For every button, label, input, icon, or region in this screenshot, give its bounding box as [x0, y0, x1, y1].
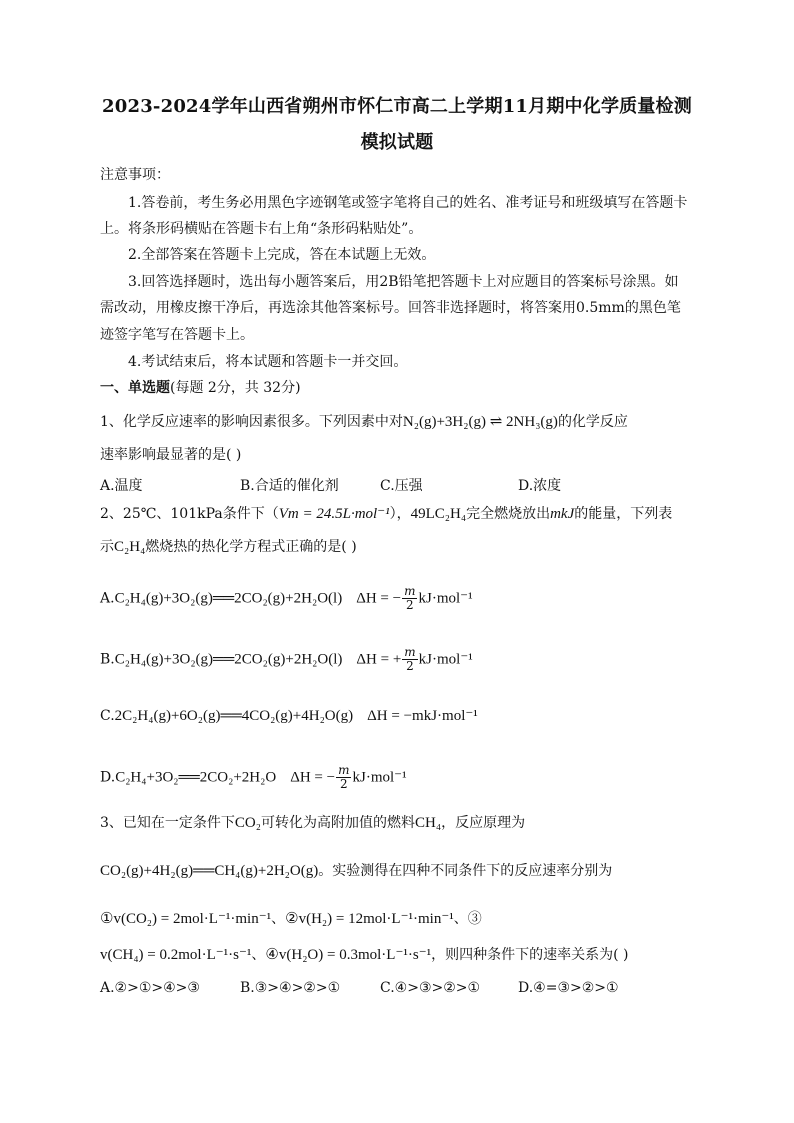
- q3-equation: CO₂(g)+4H₂(g)══CH₄(g)+2H₂O(g): [100, 863, 319, 879]
- section-heading: [100, 378, 301, 398]
- q2-option-d-equation: C₂H₄+3O₂══2CO₂+2H₂O: [115, 769, 277, 786]
- q2-text-b: ），: [389, 506, 411, 522]
- frac-den: 2: [406, 659, 414, 673]
- q2-option-c-equation: 2C₂H₄(g)+6O₂(g)══4CO₂(g)+4H₂O(g): [114, 708, 354, 724]
- q2-option-b-dh: ΔH = +: [356, 651, 402, 668]
- q3-option-a: A.②>①>④>③: [100, 980, 200, 996]
- frac-num: m: [338, 763, 350, 777]
- document-title-line1: 2023-2024学年山西省朔州市怀仁市高二上学期11月期中化学质量检测: [102, 96, 692, 117]
- section-title: 一、单选题: [100, 380, 170, 396]
- q3-stem-line2: [100, 861, 612, 881]
- q2-option-b-equation: C₂H₄(g)+3O₂(g)══2CO₂(g)+2H₂O(l): [114, 651, 343, 668]
- q1-option-a: A.温度: [100, 478, 143, 494]
- q2-option-a-label: A.: [100, 590, 115, 607]
- q2-text-d: 的能量，下列表: [574, 506, 673, 522]
- q1-option-c: C.压强: [380, 478, 423, 494]
- notice-item-3c: 迹签字笔写在答题卡上。: [100, 327, 254, 343]
- q2-option-d-label: D.: [100, 769, 116, 786]
- q2-stem-line1: [100, 504, 672, 524]
- q2-option-d: [100, 764, 407, 791]
- q1-equation: N₂(g)+3H₂(g) ⇌ 2NH₃(g): [402, 414, 558, 430]
- q2-option-d-dh: ΔH = −: [290, 769, 336, 786]
- q3-sep-3: 、: [251, 947, 266, 963]
- q3-option-d: D.④=③>②>①: [518, 980, 619, 996]
- q3-co2: CO₂: [234, 815, 261, 831]
- q2-text-a: 2、25℃、101kPa条件下（: [100, 506, 279, 522]
- q1-text-b: 的化学反应: [557, 414, 628, 430]
- frac-num: m: [404, 645, 416, 659]
- q2-option-d-fraction: [336, 764, 351, 791]
- q2-option-a-fraction: [402, 585, 417, 612]
- notice-item-3a: 3.回答选择题时，选出每小题答案后，用2B铅笔把答题卡上对应题目的答案标号涂黑。如: [128, 274, 679, 290]
- q2-option-b-fraction: [402, 646, 417, 673]
- q3-ch4: CH₄: [415, 815, 442, 831]
- q3-stem-line4: [100, 945, 629, 965]
- notice-item-1a: 1.答卷前，考生务必用黑色字迹钢笔或签字笔将自己的姓名、准考证号和班级填写在答题卡: [128, 195, 688, 211]
- q2-text-e: 示: [100, 539, 114, 555]
- frac-den: 2: [339, 777, 348, 791]
- notice-item-1b: 上。将条形码横贴在答题卡右上角“条形码粘贴处”。: [100, 221, 423, 237]
- q2-option-b: [100, 646, 473, 673]
- q1-stem-line1: [100, 412, 628, 432]
- q3-option-b: B.③>④>②>①: [240, 980, 341, 996]
- q2-text-c: 完全燃烧放出: [466, 506, 551, 522]
- q2-text-f: 燃烧热的热化学方程式正确的是( ): [145, 539, 357, 555]
- notice-heading: 注意事项：: [100, 167, 170, 183]
- q2-option-c-dh: ΔH = −mkJ·mol⁻¹: [367, 708, 478, 724]
- q2-option-a-equation: C₂H₄(g)+3O₂(g)══2CO₂(g)+2H₂O(l): [114, 590, 343, 607]
- q3-text-c: ，反应原理为: [441, 815, 526, 831]
- frac-num: m: [404, 584, 416, 598]
- q1-option-b: B.合适的催化剂: [240, 478, 339, 494]
- q2-option-b-unit: kJ·mol⁻¹: [418, 651, 473, 668]
- q2-option-a: [100, 585, 473, 612]
- notice-item-4: 4.考试结束后，将本试题和答题卡一并交回。: [128, 354, 408, 370]
- q2-amount: 49LC₂H₄: [410, 506, 467, 522]
- q2-option-d-unit: kJ·mol⁻¹: [352, 769, 407, 786]
- q1-option-d: D.浓度: [518, 478, 562, 494]
- q3-stem-line3: [100, 909, 482, 929]
- q2-option-a-dh: ΔH = −: [356, 590, 402, 607]
- q2-mkj: mkJ: [550, 506, 575, 522]
- frac-den: 2: [405, 598, 414, 612]
- q3-option-c: C.④>③>②>①: [380, 980, 481, 996]
- q3-text-e: ，则四种条件下的速率关系为( ): [431, 947, 629, 963]
- q2-vm: Vm = 24.5L·mol⁻¹: [278, 506, 390, 522]
- q3-rate-4: ④v(H₂O) = 0.3mol·L⁻¹·s⁻¹: [265, 947, 432, 963]
- q3-rate-2: ②v(H₂) = 12mol·L⁻¹·min⁻¹: [285, 911, 454, 927]
- q3-sep-2: 、③: [453, 911, 482, 927]
- q3-rate-3: v(CH₄) = 0.2mol·L⁻¹·s⁻¹: [100, 947, 252, 963]
- q1-text-a: 1、化学反应速率的影响因素很多。下列因素中对: [100, 414, 403, 430]
- document-title-line2: 模拟试题: [360, 132, 434, 153]
- q2-option-b-label: B.: [100, 651, 115, 668]
- q2-option-c: [100, 706, 478, 726]
- q2-option-c-label: C.: [100, 708, 115, 724]
- q3-text-a: 3、已知在一定条件下: [100, 815, 235, 831]
- section-note: (每题 2分，共 32分): [170, 380, 301, 396]
- q3-stem-line1: [100, 813, 525, 833]
- q3-sep-1: 、: [271, 911, 286, 927]
- q3-text-d: 。实验测得在四种不同条件下的反应速率分别为: [318, 863, 613, 879]
- q3-text-b: 可转化为高附加值的燃料: [261, 815, 415, 831]
- q2-stem-line2: [100, 537, 357, 557]
- q3-rate-1: ①v(CO₂) = 2mol·L⁻¹·min⁻¹: [100, 911, 272, 927]
- q1-stem-line2: 速率影响最显著的是( ): [100, 447, 242, 463]
- notice-item-3b: 需改动，用橡皮擦干净后，再选涂其他答案标号。回答非选择题时，将答案用0.5mm的黑色笔: [100, 300, 681, 316]
- notice-item-2: 2.全部答案在答题卡上完成，答在本试题上无效。: [128, 247, 436, 263]
- q2-option-a-unit: kJ·mol⁻¹: [418, 590, 473, 607]
- q2-c2h4: C₂H₄: [114, 539, 146, 555]
